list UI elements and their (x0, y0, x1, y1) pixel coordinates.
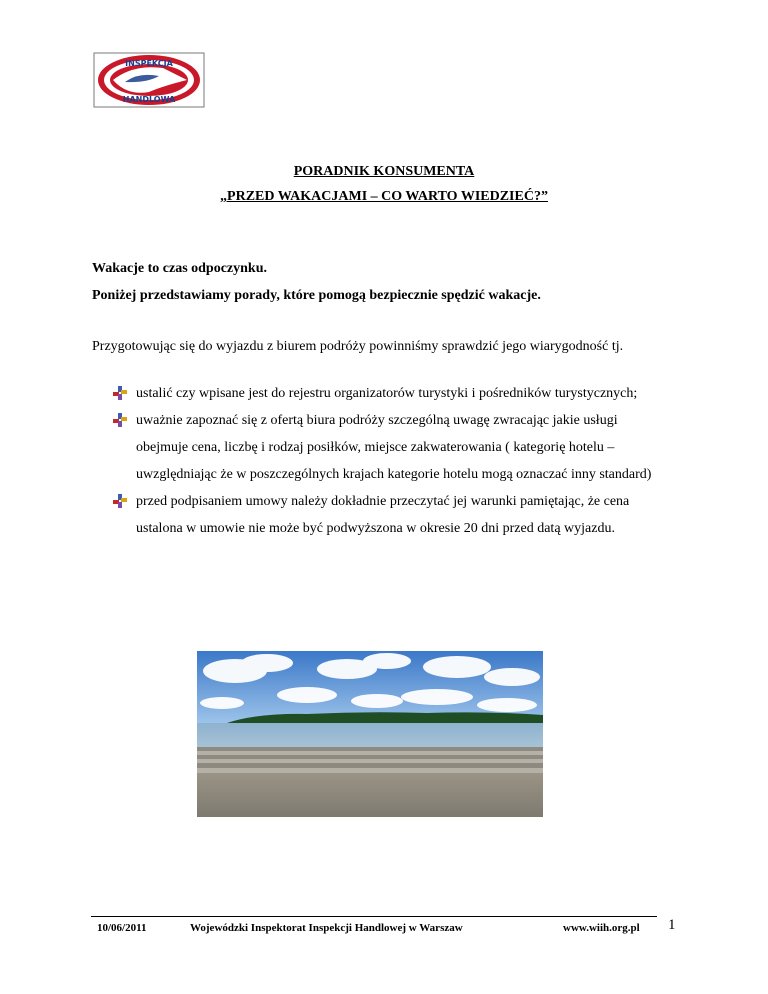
intro-line-1: Wakacje to czas odpoczynku. (92, 261, 267, 276)
svg-text:HANDLOWA: HANDLOWA (122, 95, 176, 104)
svg-text:INSPEKCJA: INSPEKCJA (125, 59, 173, 68)
document-subtitle: „PRZED WAKACJAMI – CO WARTO WIEDZIEĆ?” (220, 189, 548, 204)
body-paragraph: Przygotowując się do wyjazdu z biurem podróży powinniśmy sprawdzić jego wiarygodność tj. (92, 339, 624, 354)
list-item-text: uważnie zapoznać się z ofertą biura podróży szczególną uwagę zwracając jakie usługi obejmuje cena, liczbę i rodzaj posiłków, miejsce zakwaterowania ( kategorię hotelu – uwzględniając że w poszczególnych krajach kategorie hotelu mogą oznaczać inny standard) (136, 413, 652, 482)
lake-photo (197, 651, 543, 817)
list-item (113, 380, 673, 407)
bullet-arrow-icon (113, 494, 127, 508)
list-item-text: ustalić czy wpisane jest do rejestru organizatorów turystyki i pośredników turystycznych; (136, 386, 638, 401)
intro-line-2: Poniżej przedstawiamy porady, które pomogą bezpiecznie spędzić wakacje. (92, 288, 541, 303)
page-number: 1 (668, 917, 676, 933)
document-title: PORADNIK KONSUMENTA (293, 164, 475, 179)
list-item (113, 488, 673, 542)
list-item-text: przed podpisaniem umowy należy dokładnie przeczytać jej warunki pamiętając, że cena ustalona w umowie nie może być podwyższona w okresie 20 dni przed datą wyjazdu. (136, 494, 630, 536)
footer-divider (91, 916, 657, 917)
list-item (113, 407, 673, 488)
inspekcja-handlowa-logo (93, 52, 205, 108)
advice-list (113, 380, 673, 542)
footer-date: 10/06/2011 (97, 922, 147, 934)
bullet-arrow-icon (113, 386, 127, 400)
footer-organization: Wojewódzki Inspektorat Inspekcji Handlowej w Warszaw (190, 922, 463, 934)
bullet-arrow-icon (113, 413, 127, 427)
footer-url[interactable]: www.wiih.org.pl (563, 922, 640, 934)
